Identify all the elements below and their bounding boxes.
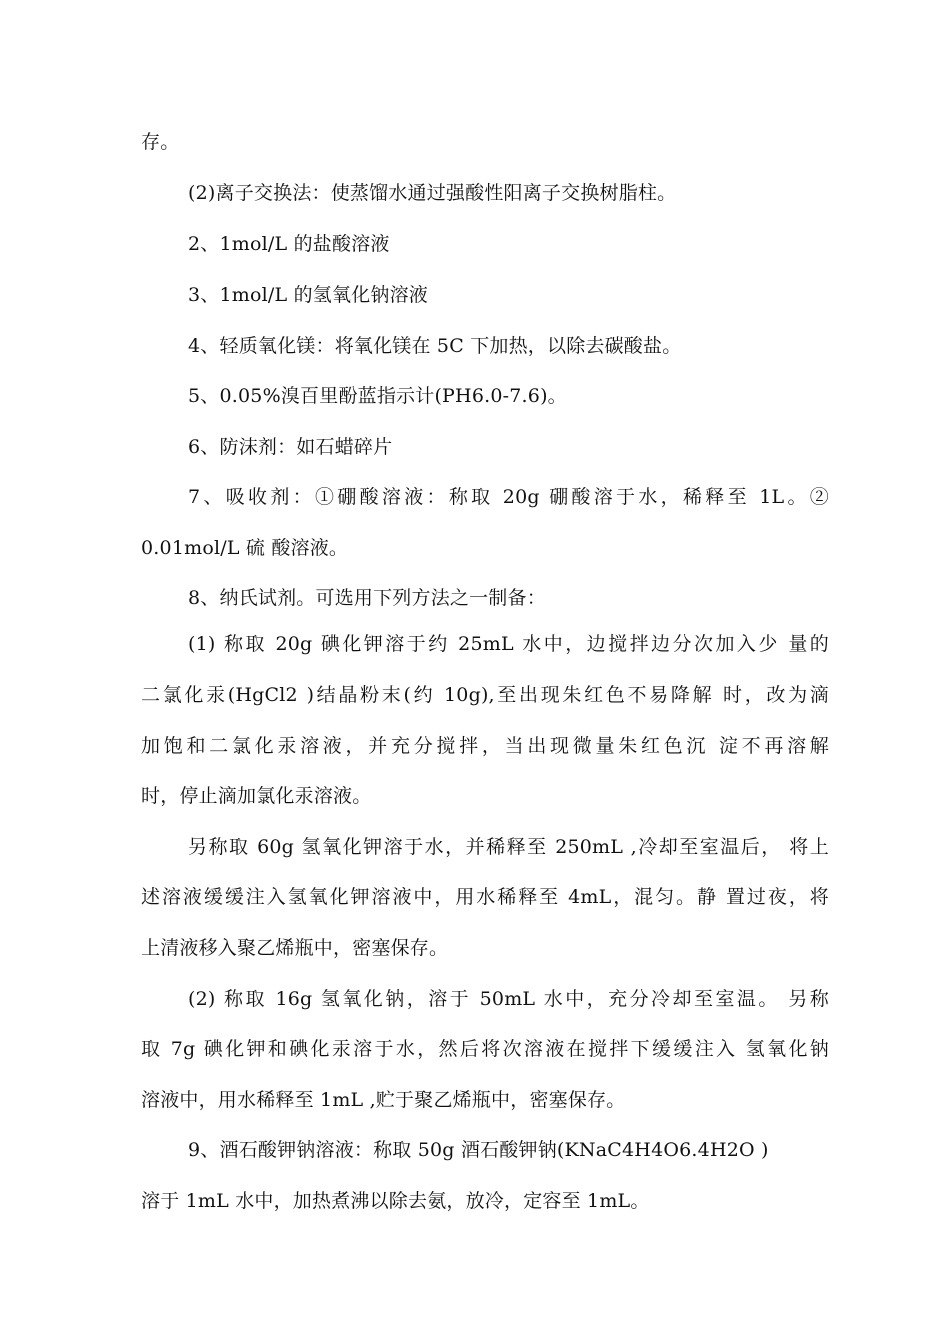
text-line-16: 述溶液缓缓注入氢氧化钾溶液中，用水稀释至 4mL，混匀。静 置过夜，将 (141, 886, 829, 908)
text-line-5: 4、轻质氧化镁：将氧化镁在 5C 下加热，以除去碳酸盐。 (188, 335, 682, 357)
text-line-17: 上清液移入聚乙烯瓶中，密塞保存。 (141, 937, 449, 959)
text-line-3: 2、1mol/L 的盐酸溶液 (188, 233, 390, 255)
text-line-2: (2)离子交换法：使蒸馏水通过强酸性阳离子交换树脂柱。 (188, 182, 677, 204)
text-line-11: (1) 称取 20g 碘化钾溶于约 25mL 水中，边搅拌边分次加入少 量的 (188, 633, 829, 655)
text-line-7: 6、防沫剂：如石蜡碎片 (188, 436, 393, 458)
text-line-9: 0.01mol/L 硫 酸溶液。 (141, 537, 349, 559)
text-line-15: 另称取 60g 氢氧化钾溶于水，并稀释至 250mL ,冷却至室温后， 将上 (188, 836, 829, 858)
text-line-22: 溶于 1mL 水中，加热煮沸以除去氨，放冷，定容至 1mL。 (141, 1190, 650, 1212)
text-line-14: 时，停止滴加氯化汞溶液。 (141, 785, 372, 807)
text-line-6: 5、0.05%溴百里酚蓝指示计(PH6.0-7.6)。 (188, 385, 567, 407)
text-line-10: 8、纳氏试剂。可选用下列方法之一制备： (188, 587, 546, 609)
text-line-4: 3、1mol/L 的氢氧化钠溶液 (188, 284, 428, 306)
text-line-8: 7、吸收剂：①硼酸溶液：称取 20g 硼酸溶于水，稀释至 1L。② (188, 486, 829, 508)
text-line-1: 存。 (141, 131, 180, 153)
text-line-19: 取 7g 碘化钾和碘化汞溶于水，然后将次溶液在搅拌下缓缓注入 氢氧化钠 (141, 1038, 829, 1060)
text-line-20: 溶液中，用水稀释至 1mL ,贮于聚乙烯瓶中，密塞保存。 (141, 1089, 626, 1111)
text-line-12: 二氯化汞(HgCl2 )结晶粉末(约 10g),至出现朱红色不易降解 时，改为滴 (141, 684, 829, 706)
text-line-13: 加饱和二氯化汞溶液，并充分搅拌，当出现微量朱红色沉 淀不再溶解 (141, 735, 829, 757)
text-line-18: (2) 称取 16g 氢氧化钠，溶于 50mL 水中，充分冷却至室温。 另称 (188, 988, 829, 1010)
text-line-21: 9、酒石酸钾钠溶液：称取 50g 酒石酸钾钠(KNaC4H4O6.4H2O ) (188, 1139, 769, 1161)
